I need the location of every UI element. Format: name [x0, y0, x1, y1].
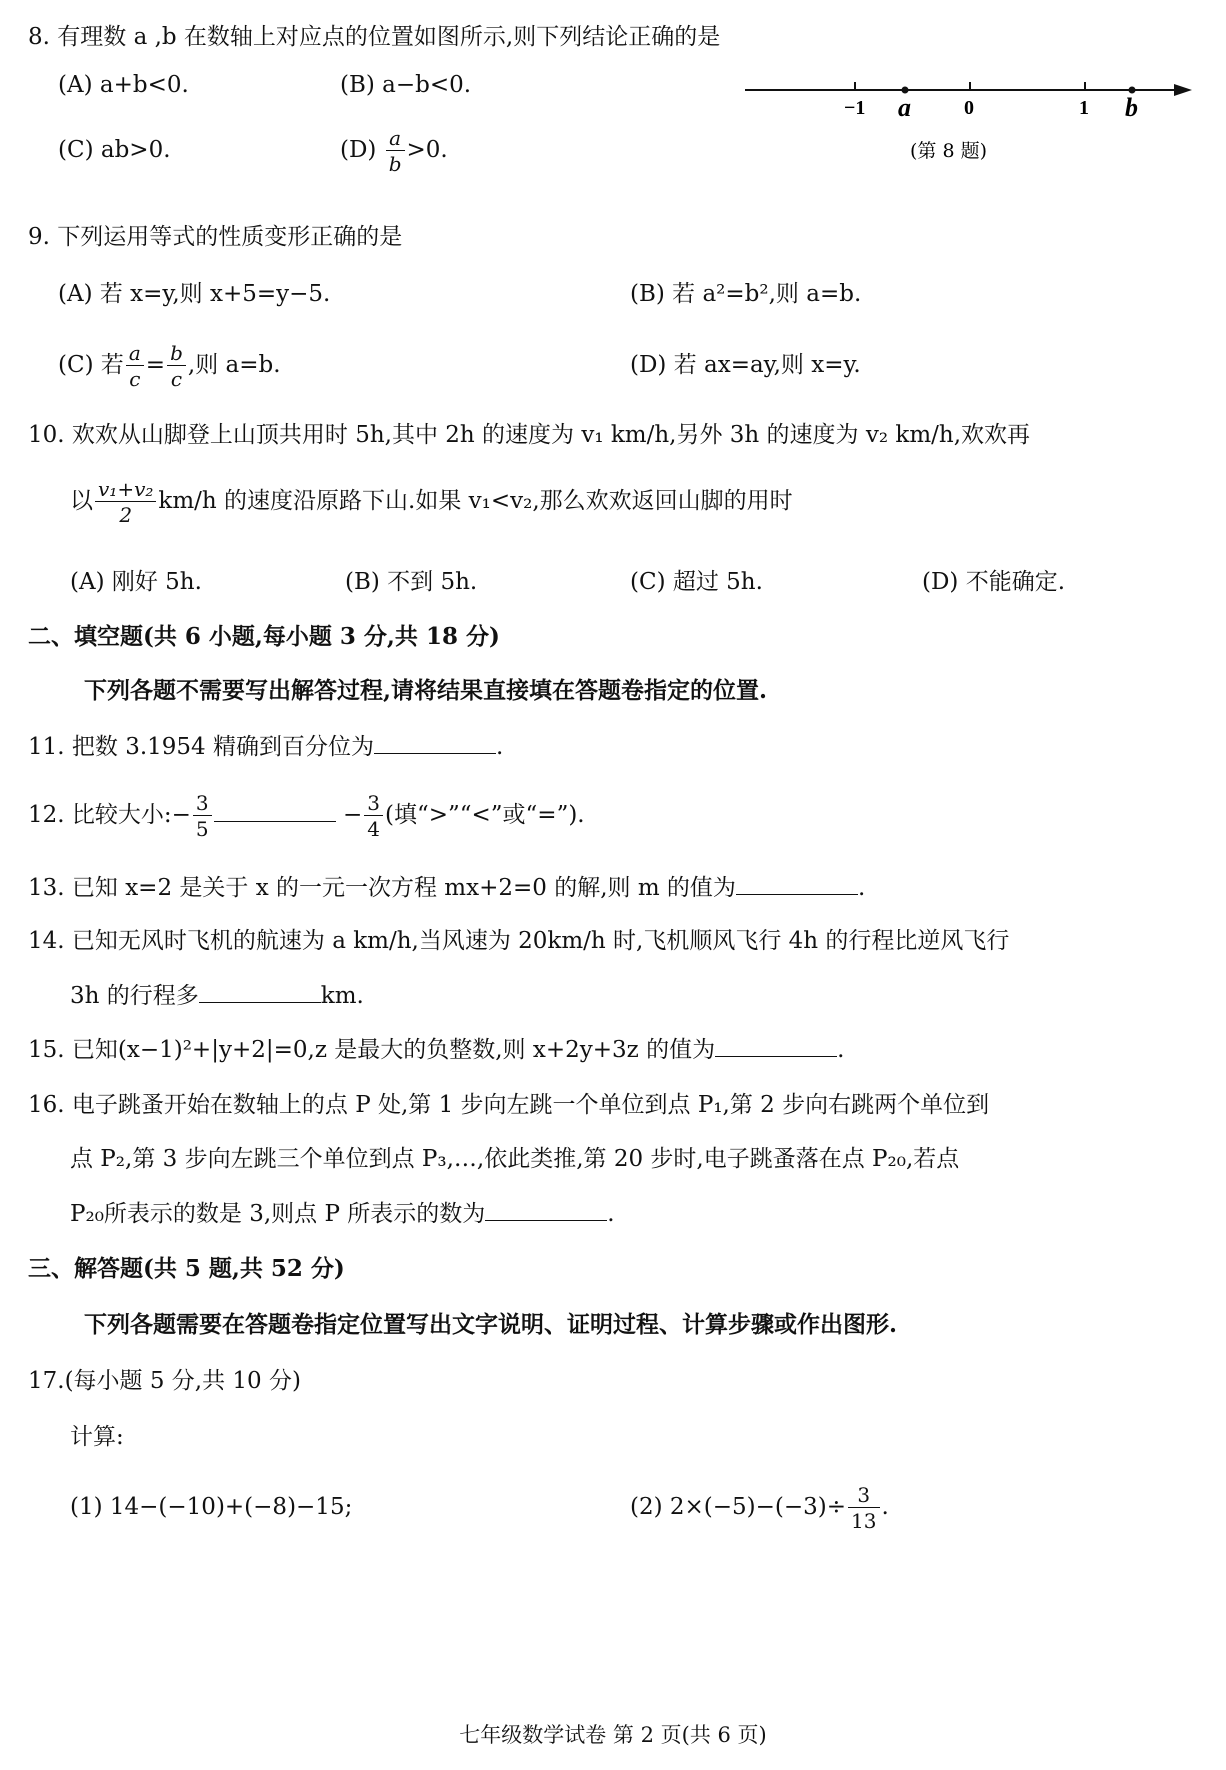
q10-line2 — [70, 474, 793, 528]
q8-option-b: (B) a−b<0. — [340, 72, 472, 98]
q10-option-c: (C) 超过 5h. — [630, 569, 763, 595]
q11-end: . — [496, 734, 504, 760]
q10-option-d: (D) 不能确定. — [922, 569, 1066, 595]
q12-den1: 5 — [195, 817, 209, 841]
number-line-figure — [740, 70, 1200, 180]
q12-prefix: 12. 比较大小:− — [28, 802, 191, 828]
q9-c-num1: a — [126, 343, 144, 366]
q15-end: . — [837, 1037, 845, 1063]
q8-option-d — [340, 125, 448, 175]
q12-answer-blank[interactable] — [214, 799, 336, 822]
label-minus-one: −1 — [844, 97, 866, 119]
q12-fraction-2 — [364, 793, 383, 839]
q14-line2-text: 3h 的行程多 — [70, 983, 199, 1009]
page-footer: 七年级数学试卷 第 2 页(共 6 页) — [459, 1723, 767, 1747]
q10-line2-suffix: km/h 的速度沿原路下山.如果 v₁<v₂,那么欢欢返回山脚的用时 — [158, 488, 793, 514]
label-one: 1 — [1079, 97, 1089, 119]
q16-answer-blank[interactable] — [485, 1198, 607, 1221]
q9-c-den2: c — [170, 367, 183, 391]
q17-part1: (1) 14−(−10)+(−8)−15; — [70, 1494, 353, 1520]
q9-c-num2: b — [167, 343, 186, 366]
q9-option-c-prefix: (C) 若 — [58, 352, 124, 378]
q16-line2: 点 P₂,第 3 步向左跳三个单位到点 P₃,…,依此类推,第 20 步时,电子跳蚤落在点 P₂₀,若点 — [70, 1146, 960, 1172]
label-b: b — [1125, 93, 1138, 122]
q13-end: . — [857, 875, 866, 901]
q17-p2-fraction — [848, 1485, 879, 1531]
q10-option-b: (B) 不到 5h. — [345, 569, 478, 595]
q9-c-suffix: ,则 a=b. — [187, 352, 281, 378]
q12-den2: 4 — [367, 817, 380, 841]
q16-end: . — [607, 1201, 615, 1227]
q10-line2-prefix: 以 — [70, 488, 93, 514]
q9-option-c — [58, 340, 281, 390]
q12-minus: − — [342, 802, 363, 828]
q9-c-eq: = — [145, 352, 166, 378]
q13-answer-blank[interactable] — [736, 872, 858, 895]
q9-stem: 9. 下列运用等式的性质变形正确的是 — [28, 224, 403, 250]
q17-p2-num: 3 — [848, 1485, 879, 1508]
q10-fraction — [95, 479, 156, 525]
section2-title: 二、填空题(共 6 小题,每小题 3 分,共 18 分) — [28, 623, 500, 650]
q14-line1: 14. 已知无风时飞机的航速为 a km/h,当风速为 20km/h 时,飞机顺风飞行 4h 的行程比逆风飞行 — [28, 928, 1010, 954]
q17-p2-suffix: . — [881, 1494, 889, 1520]
q9-option-b: (B) 若 a²=b²,则 a=b. — [630, 281, 862, 307]
q17-stem: 17.(每小题 5 分,共 10 分) — [28, 1368, 301, 1394]
q12-suffix: (填“>”“<”或“=”). — [384, 802, 585, 828]
q17-p2-prefix: (2) 2×(−5)−(−3)÷ — [630, 1494, 847, 1520]
number-line-arrow — [1174, 84, 1192, 96]
q9-option-a: (A) 若 x=y,则 x+5=y−5. — [58, 281, 331, 307]
q17-part2 — [630, 1478, 889, 1536]
q14-end: km. — [320, 983, 364, 1009]
section3-instruction: 下列各题需要在答题卷指定位置写出文字说明、证明过程、计算步骤或作出图形. — [84, 1311, 898, 1338]
q13-text: 13. 已知 x=2 是关于 x 的一元一次方程 mx+2=0 的解,则 m 的值为 — [28, 875, 736, 901]
q17-p2-den: 13 — [851, 1509, 877, 1533]
q15-answer-blank[interactable] — [715, 1034, 837, 1057]
q16-line3-text: P₂₀所表示的数是 3,则点 P 所表示的数为 — [70, 1201, 486, 1227]
q16-line1: 16. 电子跳蚤开始在数轴上的点 P 处,第 1 步向左跳一个单位到点 P₁,第 2 步向右跳两个单位到 — [28, 1092, 990, 1118]
q16-line3 — [70, 1198, 615, 1229]
q8-option-d-num: a — [386, 128, 405, 151]
q15 — [28, 1034, 844, 1065]
q9-c-den1: c — [129, 367, 141, 391]
q14-answer-blank[interactable] — [199, 980, 321, 1003]
q8-option-d-prefix: (D) — [340, 137, 377, 163]
q8-option-d-den: b — [388, 152, 402, 176]
q8-option-d-suffix: >0. — [406, 137, 448, 163]
q12-fraction-1 — [193, 793, 212, 839]
q14-line2 — [70, 980, 364, 1011]
q17-sub: 计算: — [70, 1424, 124, 1450]
q11 — [28, 731, 503, 762]
section3-title: 三、解答题(共 5 题,共 52 分) — [28, 1255, 345, 1282]
q9-option-c-fraction-1 — [126, 343, 144, 389]
q9-option-c-fraction-2 — [167, 343, 186, 389]
section2-instruction: 下列各题不需要写出解答过程,请将结果直接填在答题卷指定的位置. — [84, 677, 768, 704]
label-a: a — [898, 93, 911, 122]
q12-num1: 3 — [193, 793, 212, 816]
q10-frac-num: v₁+v₂ — [95, 479, 156, 502]
q12-num2: 3 — [364, 793, 383, 816]
q9-option-d: (D) 若 ax=ay,则 x=y. — [630, 352, 861, 378]
q10-option-a: (A) 刚好 5h. — [70, 569, 202, 595]
q8-stem: 8. 有理数 a ,b 在数轴上对应点的位置如图所示,则下列结论正确的是 — [28, 24, 721, 50]
q13 — [28, 872, 865, 903]
q10-frac-den: 2 — [119, 503, 133, 527]
q11-answer-blank[interactable] — [374, 731, 496, 754]
q8-option-d-fraction — [386, 128, 405, 174]
q8-option-a: (A) a+b<0. — [58, 72, 189, 98]
q15-text: 15. 已知(x−1)²+|y+2|=0,z 是最大的负整数,则 x+2y+3z 的值为 — [28, 1037, 716, 1063]
q11-text: 11. 把数 3.1954 精确到百分位为 — [28, 734, 374, 760]
q8-option-c: (C) ab>0. — [58, 137, 171, 163]
q12 — [28, 788, 585, 842]
label-zero: 0 — [964, 97, 974, 119]
q10-line1: 10. 欢欢从山脚登上山顶共用时 5h,其中 2h 的速度为 v₁ km/h,另外 3h 的速度为 v₂ km/h,欢欢再 — [28, 422, 1031, 448]
figure-caption: (第 8 题) — [910, 140, 987, 162]
